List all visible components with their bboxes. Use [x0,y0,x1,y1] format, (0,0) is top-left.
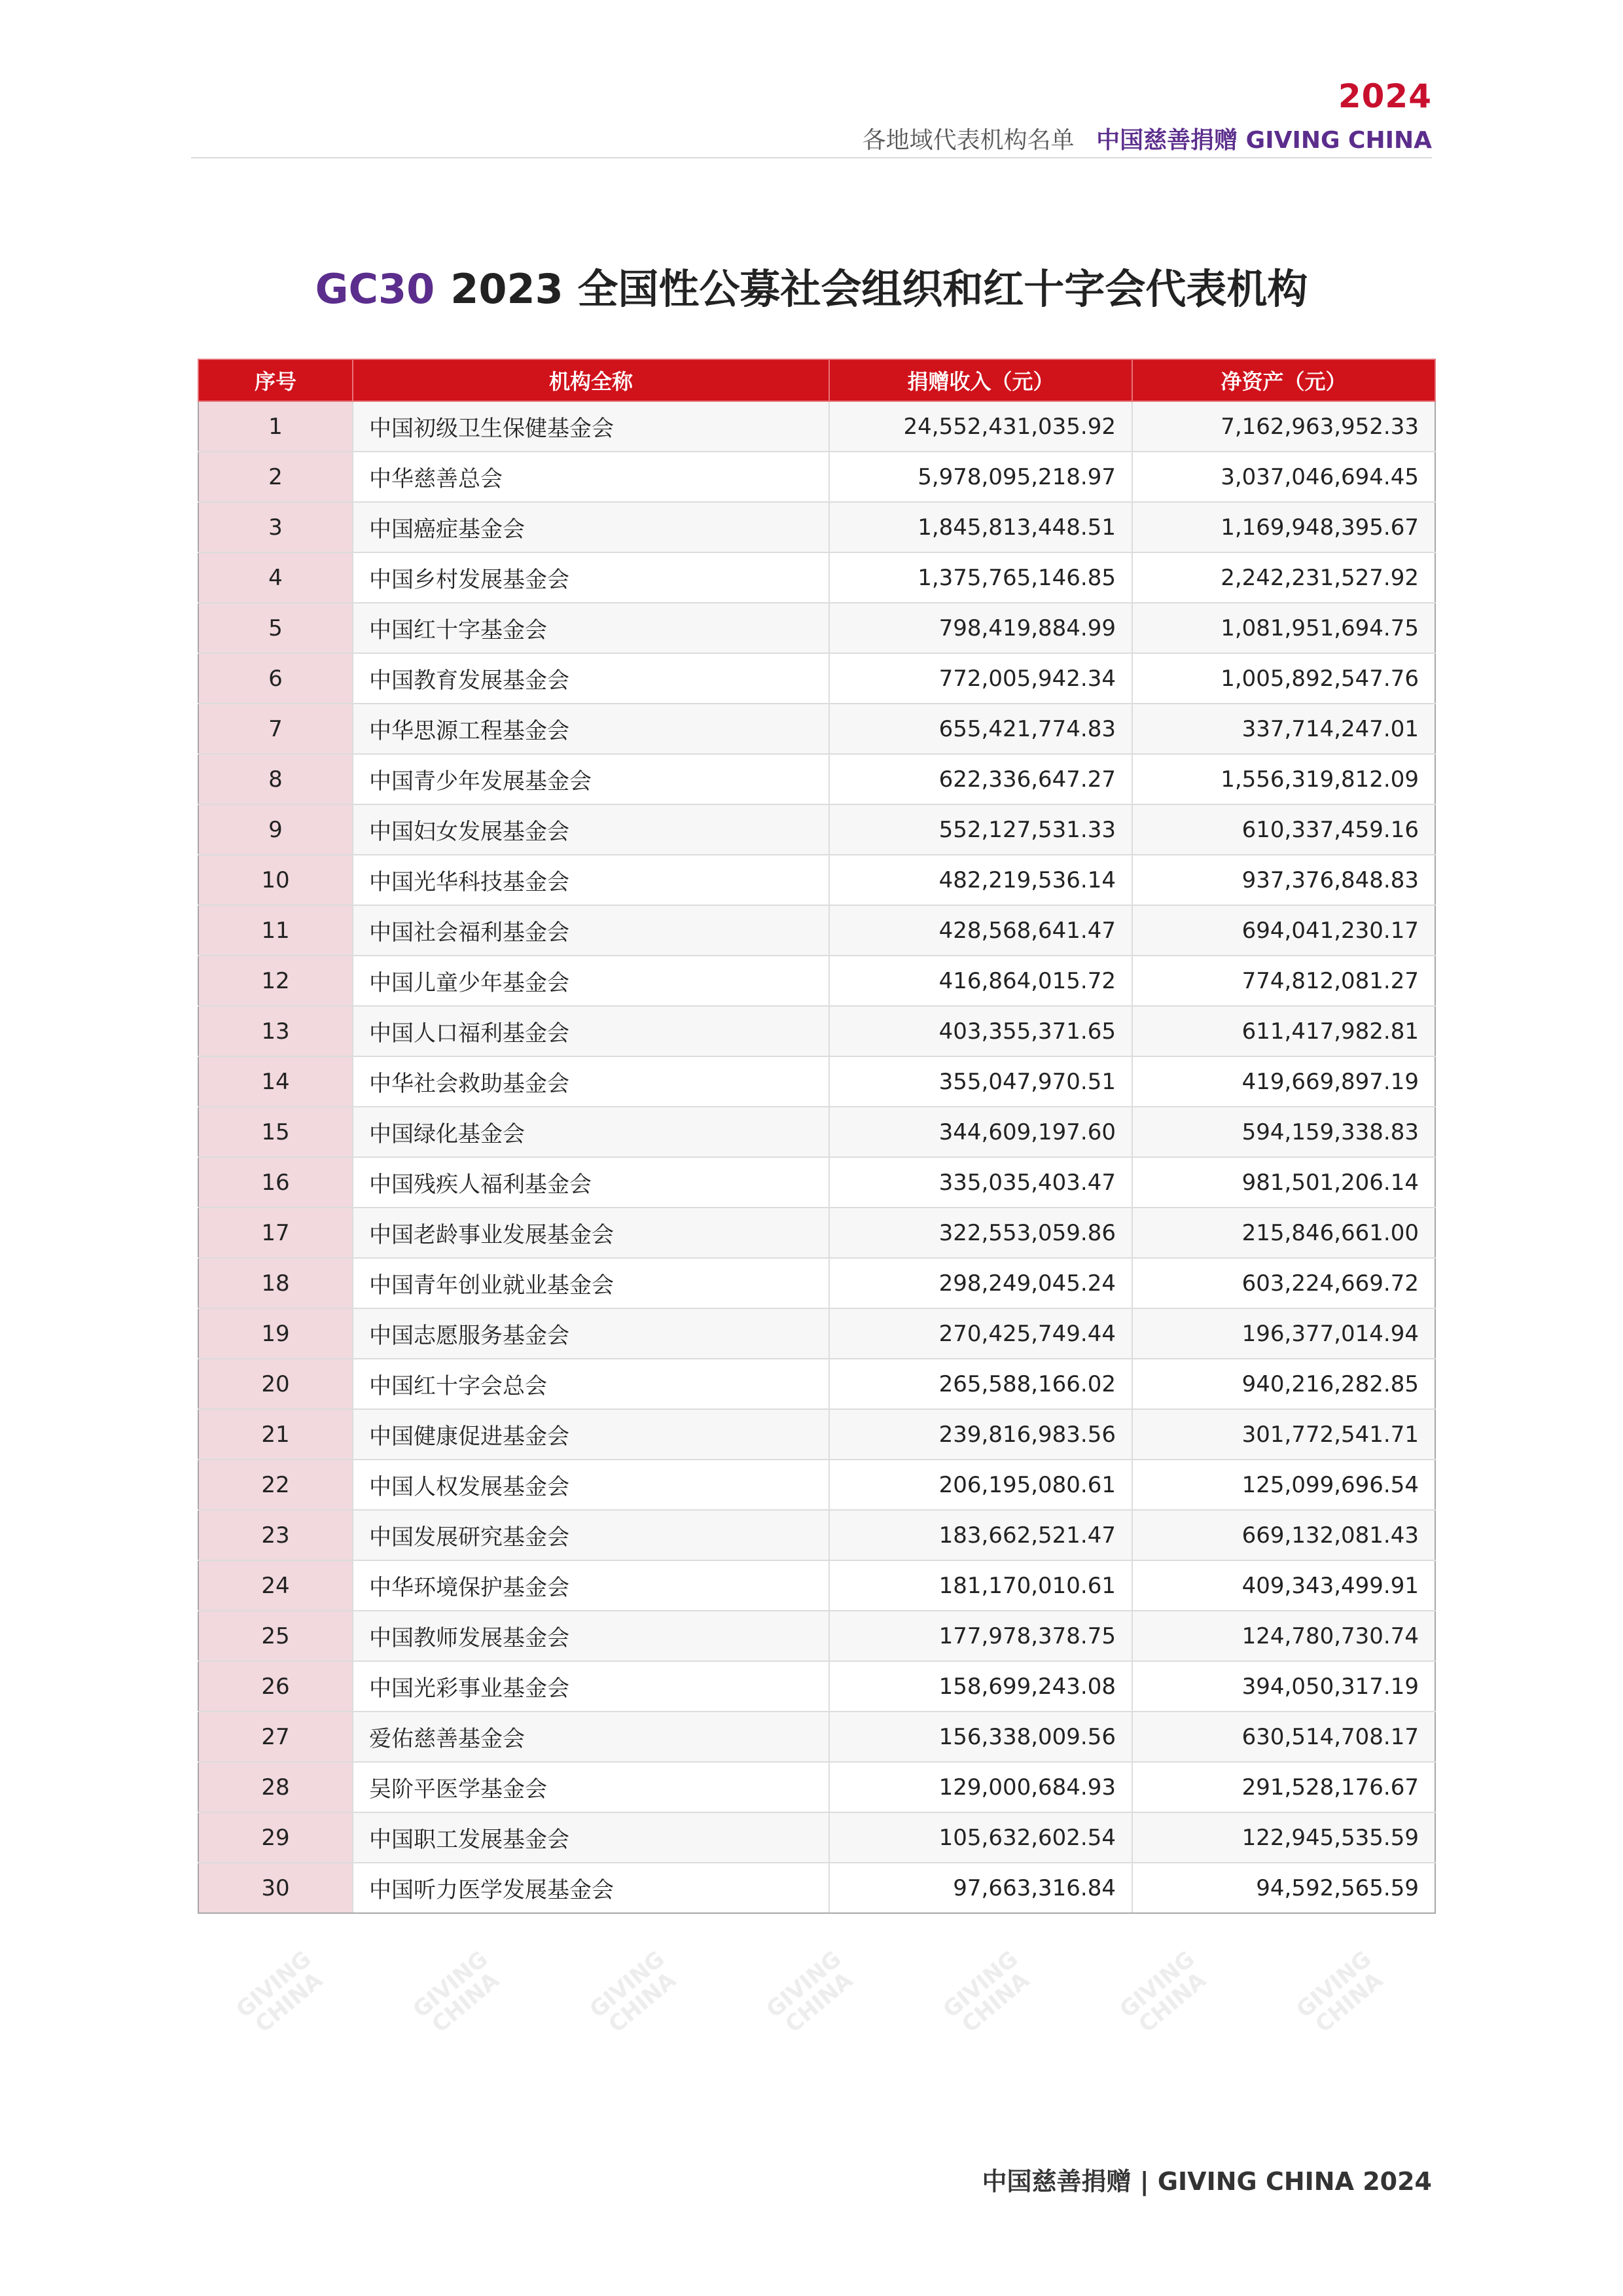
cell-org-name: 中国初级卫生保健基金会 [353,401,829,452]
table-row [198,1258,1435,1308]
cell-index: 1 [198,401,353,452]
cell-index: 30 [198,1863,353,1913]
cell-org-name: 中国妇女发展基金会 [353,804,829,855]
table-row [198,452,1435,502]
cell-org-name: 中华思源工程基金会 [353,704,829,754]
cell-donation-income: 265,588,166.02 [829,1359,1132,1409]
cell-index: 24 [198,1560,353,1611]
table-row [198,1208,1435,1258]
cell-org-name: 中华社会救助基金会 [353,1056,829,1107]
cell-donation-income: 552,127,531.33 [829,804,1132,855]
page-footer: 中国慈善捐赠 | GIVING CHINA 2024 [982,2167,1432,2196]
cell-index: 5 [198,603,353,653]
cell-index: 23 [198,1510,353,1560]
cell-net-assets: 124,780,730.74 [1132,1611,1435,1661]
table-row [198,1359,1435,1409]
cell-donation-income: 1,845,813,448.51 [829,502,1132,552]
table-row [198,1863,1435,1913]
table-row [198,603,1435,653]
cell-org-name: 爱佑慈善基金会 [353,1712,829,1762]
table-row [198,804,1435,855]
cell-index: 9 [198,804,353,855]
cell-donation-income: 355,047,970.51 [829,1056,1132,1107]
cell-org-name: 中国癌症基金会 [353,502,829,552]
cell-net-assets: 94,592,565.59 [1132,1863,1435,1913]
cell-net-assets: 669,132,081.43 [1132,1510,1435,1560]
cell-donation-income: 335,035,403.47 [829,1157,1132,1208]
cell-net-assets: 301,772,541.71 [1132,1409,1435,1460]
column-header-net-assets: 净资产（元） [1132,359,1435,401]
cell-org-name: 中国发展研究基金会 [353,1510,829,1560]
watermark-text: GIVING CHINA [1115,1946,1211,2038]
table-row [198,1712,1435,1762]
cell-org-name: 中国人口福利基金会 [353,1006,829,1056]
table-row [198,754,1435,804]
cell-donation-income: 428,568,641.47 [829,905,1132,956]
cell-donation-income: 270,425,749.44 [829,1308,1132,1359]
section-title: 各地域代表机构名单 [862,127,1075,154]
table-row [198,704,1435,754]
cell-index: 13 [198,1006,353,1056]
ranking-table [198,359,1436,1914]
cell-org-name: 中国绿化基金会 [353,1107,829,1157]
cell-index: 12 [198,956,353,1006]
cell-net-assets: 291,528,176.67 [1132,1762,1435,1812]
cell-donation-income: 129,000,684.93 [829,1762,1132,1812]
cell-org-name: 中国光彩事业基金会 [353,1661,829,1712]
column-header-name: 机构全称 [353,359,829,401]
cell-index: 18 [198,1258,353,1308]
cell-org-name: 中国残疾人福利基金会 [353,1157,829,1208]
watermark-text: GIVING CHINA [938,1946,1035,2038]
cell-net-assets: 337,714,247.01 [1132,704,1435,754]
cell-org-name: 中国青少年发展基金会 [353,754,829,804]
cell-org-name: 中国青年创业就业基金会 [353,1258,829,1308]
table-row [198,1006,1435,1056]
cell-donation-income: 24,552,431,035.92 [829,401,1132,452]
header-year: 2024 [1338,77,1432,115]
cell-donation-income: 403,355,371.65 [829,1006,1132,1056]
cell-donation-income: 772,005,942.34 [829,653,1132,704]
cell-donation-income: 344,609,197.60 [829,1107,1132,1157]
cell-net-assets: 2,242,231,527.92 [1132,552,1435,603]
cell-index: 15 [198,1107,353,1157]
table-row [198,1460,1435,1510]
cell-org-name: 中国儿童少年基金会 [353,956,829,1006]
cell-donation-income: 322,553,059.86 [829,1208,1132,1258]
cell-index: 21 [198,1409,353,1460]
cell-net-assets: 394,050,317.19 [1132,1661,1435,1712]
cell-net-assets: 610,337,459.16 [1132,804,1435,855]
table-row [198,1611,1435,1661]
cell-donation-income: 798,419,884.99 [829,603,1132,653]
cell-index: 28 [198,1762,353,1812]
table-header-row [198,359,1435,401]
cell-org-name: 中国志愿服务基金会 [353,1308,829,1359]
watermark-text: GIVING CHINA [231,1946,328,2038]
table-row [198,653,1435,704]
watermark-text: GIVING CHINA [1291,1946,1388,2038]
cell-index: 29 [198,1812,353,1863]
cell-org-name: 中国光华科技基金会 [353,855,829,905]
cell-net-assets: 196,377,014.94 [1132,1308,1435,1359]
cell-net-assets: 611,417,982.81 [1132,1006,1435,1056]
cell-org-name: 中国红十字会总会 [353,1359,829,1409]
cell-org-name: 中国红十字基金会 [353,603,829,653]
table-row [198,1762,1435,1812]
page-title [0,257,1623,315]
cell-net-assets: 594,159,338.83 [1132,1107,1435,1157]
cell-index: 27 [198,1712,353,1762]
watermark-text: GIVING CHINA [761,1946,858,2038]
cell-donation-income: 181,170,010.61 [829,1560,1132,1611]
cell-net-assets: 125,099,696.54 [1132,1460,1435,1510]
cell-donation-income: 105,632,602.54 [829,1812,1132,1863]
table-row [198,502,1435,552]
table-row [198,1056,1435,1107]
cell-index: 4 [198,552,353,603]
cell-donation-income: 5,978,095,218.97 [829,452,1132,502]
cell-org-name: 中国健康促进基金会 [353,1409,829,1460]
cell-donation-income: 482,219,536.14 [829,855,1132,905]
cell-net-assets: 630,514,708.17 [1132,1712,1435,1762]
table-row [198,401,1435,452]
cell-donation-income: 183,662,521.47 [829,1510,1132,1560]
cell-donation-income: 156,338,009.56 [829,1712,1132,1762]
cell-donation-income: 622,336,647.27 [829,754,1132,804]
table-row [198,855,1435,905]
cell-index: 11 [198,905,353,956]
cell-org-name: 吴阶平医学基金会 [353,1762,829,1812]
cell-net-assets: 694,041,230.17 [1132,905,1435,956]
table-row [198,956,1435,1006]
cell-net-assets: 937,376,848.83 [1132,855,1435,905]
watermark-text: GIVING CHINA [408,1946,505,2038]
cell-donation-income: 239,816,983.56 [829,1409,1132,1460]
cell-org-name: 中国社会福利基金会 [353,905,829,956]
column-header-index: 序号 [198,359,353,401]
table-row [198,552,1435,603]
cell-donation-income: 1,375,765,146.85 [829,552,1132,603]
table-row [198,1560,1435,1611]
table-row [198,1157,1435,1208]
table-row [198,1812,1435,1863]
cell-donation-income: 655,421,774.83 [829,704,1132,754]
cell-org-name: 中国乡村发展基金会 [353,552,829,603]
cell-index: 6 [198,653,353,704]
cell-index: 26 [198,1661,353,1712]
cell-org-name: 中华慈善总会 [353,452,829,502]
cell-index: 16 [198,1157,353,1208]
watermark-text: GIVING CHINA [584,1946,681,2038]
cell-donation-income: 97,663,316.84 [829,1863,1132,1913]
header-line [863,122,1432,155]
cell-net-assets: 1,081,951,694.75 [1132,603,1435,653]
table-row [198,1107,1435,1157]
cell-org-name: 中国人权发展基金会 [353,1460,829,1510]
cell-index: 19 [198,1308,353,1359]
cell-net-assets: 3,037,046,694.45 [1132,452,1435,502]
cell-index: 8 [198,754,353,804]
cell-net-assets: 215,846,661.00 [1132,1208,1435,1258]
cell-org-name: 中国职工发展基金会 [353,1812,829,1863]
cell-net-assets: 419,669,897.19 [1132,1056,1435,1107]
cell-net-assets: 603,224,669.72 [1132,1258,1435,1308]
cell-net-assets: 409,343,499.91 [1132,1560,1435,1611]
cell-donation-income: 416,864,015.72 [829,956,1132,1006]
header-divider [191,157,1432,158]
cell-org-name: 中国老龄事业发展基金会 [353,1208,829,1258]
cell-donation-income: 298,249,045.24 [829,1258,1132,1308]
table-row [198,1409,1435,1460]
table-row [198,905,1435,956]
column-header-donation: 捐赠收入（元） [829,359,1132,401]
cell-index: 3 [198,502,353,552]
cell-org-name: 中国听力医学发展基金会 [353,1863,829,1913]
cell-net-assets: 7,162,963,952.33 [1132,401,1435,452]
cell-index: 22 [198,1460,353,1510]
cell-org-name: 中国教育发展基金会 [353,653,829,704]
cell-donation-income: 177,978,378.75 [829,1611,1132,1661]
cell-net-assets: 1,556,319,812.09 [1132,754,1435,804]
cell-index: 7 [198,704,353,754]
table-row [198,1661,1435,1712]
cell-index: 17 [198,1208,353,1258]
cell-org-name: 中国教师发展基金会 [353,1611,829,1661]
title-text: 2023 全国性公募社会组织和红十字会代表机构 [450,265,1308,313]
cell-index: 10 [198,855,353,905]
table-row [198,1510,1435,1560]
cell-index: 14 [198,1056,353,1107]
cell-net-assets: 774,812,081.27 [1132,956,1435,1006]
title-prefix: GC30 [315,265,435,313]
cell-net-assets: 940,216,282.85 [1132,1359,1435,1409]
cell-index: 20 [198,1359,353,1409]
brand-name: 中国慈善捐赠 GIVING CHINA [1096,127,1432,154]
cell-donation-income: 158,699,243.08 [829,1661,1132,1712]
table-row [198,1308,1435,1359]
cell-net-assets: 122,945,535.59 [1132,1812,1435,1863]
cell-net-assets: 1,005,892,547.76 [1132,653,1435,704]
cell-net-assets: 1,169,948,395.67 [1132,502,1435,552]
cell-net-assets: 981,501,206.14 [1132,1157,1435,1208]
cell-index: 2 [198,452,353,502]
cell-index: 25 [198,1611,353,1661]
cell-org-name: 中华环境保护基金会 [353,1560,829,1611]
cell-donation-income: 206,195,080.61 [829,1460,1132,1510]
